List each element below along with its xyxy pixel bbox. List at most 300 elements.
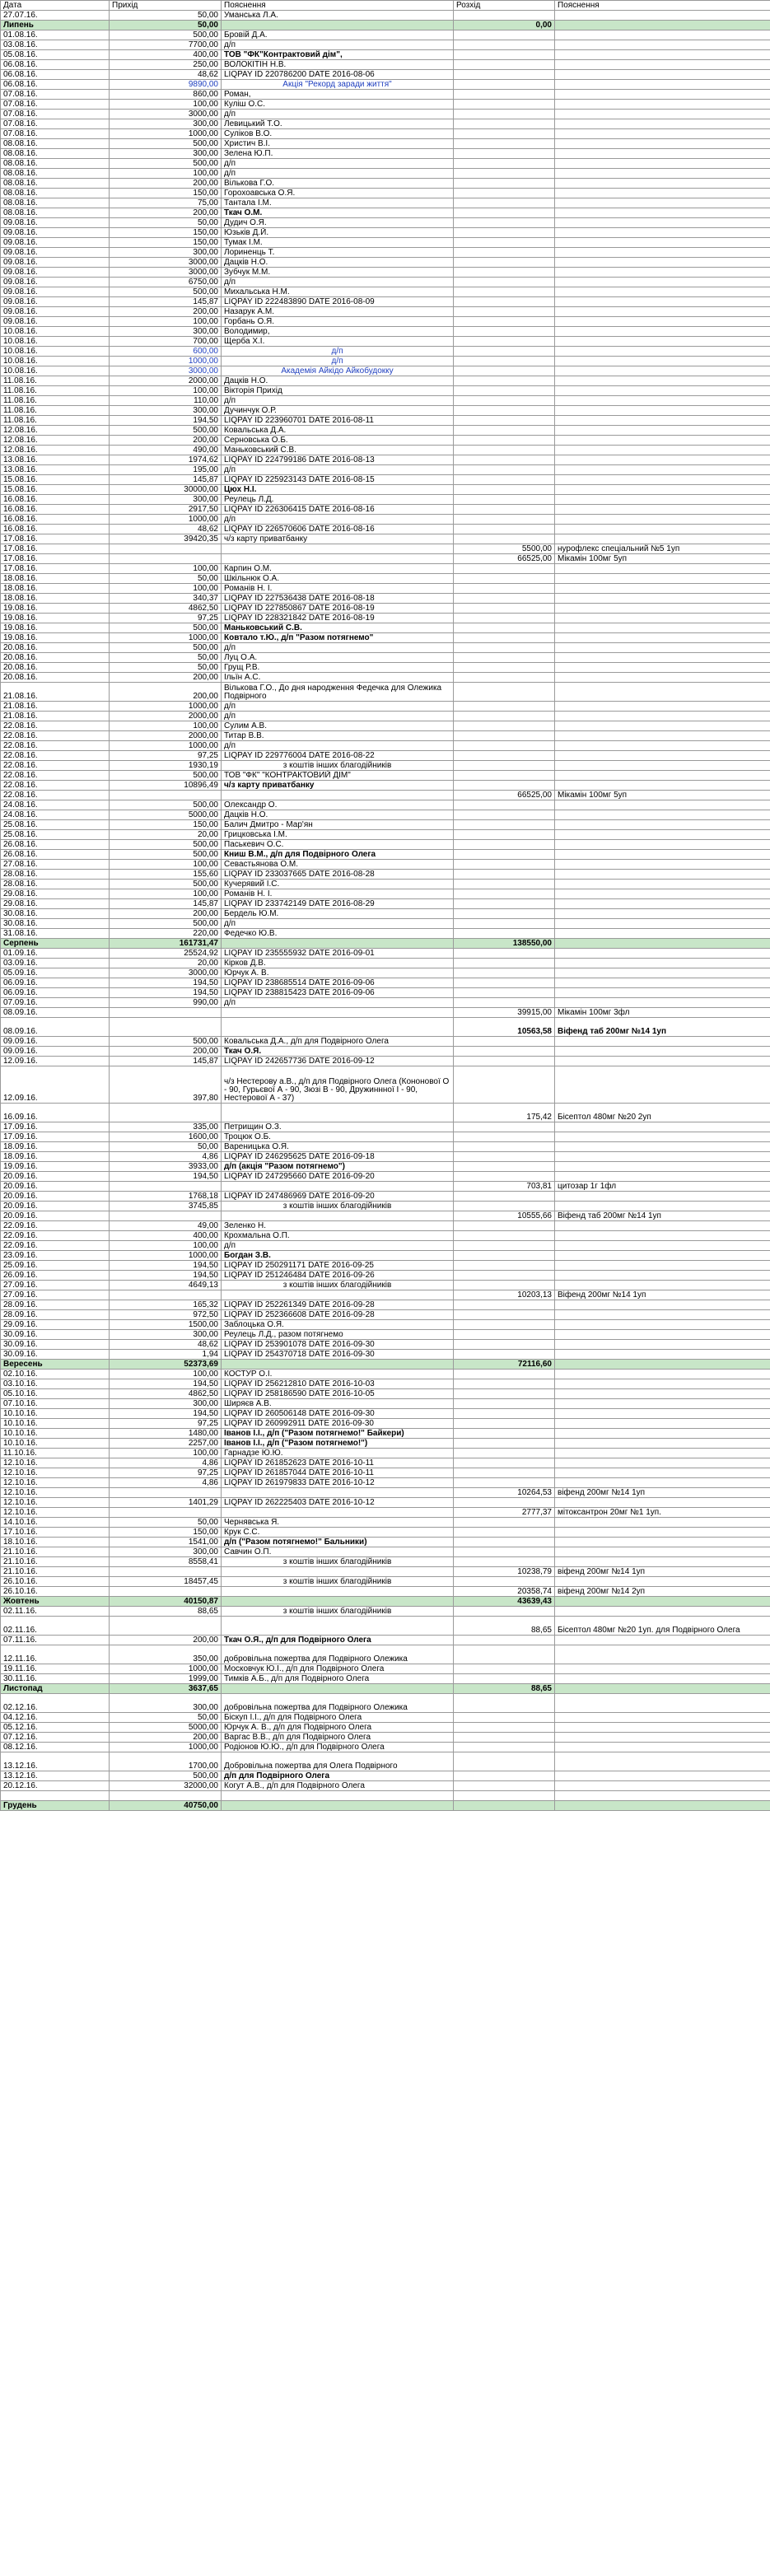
table-row [1,1281,770,1290]
table-row [1,258,770,268]
date-cell: 10.08.16. [1,357,110,366]
explanation-cell: Паськевич О.С. [222,840,454,850]
expense-explanation-cell [555,218,770,228]
expense-explanation-cell [555,1723,770,1733]
date-cell: 20.09.16. [1,1172,110,1182]
expense-explanation-cell [555,1607,770,1617]
income-cell: 2257,00 [110,1439,222,1449]
explanation-cell: Балич Дмитро - Мар'ян [222,820,454,830]
expense-cell [454,870,555,880]
expense-cell [454,1047,555,1057]
expense-explanation-cell [555,1577,770,1587]
expense-explanation-cell: цитозар 1г 1фл [555,1182,770,1192]
income-cell: 20,00 [110,830,222,840]
table-row [1,683,770,702]
income-cell: 397,80 [110,1066,222,1104]
income-cell: 100,00 [110,386,222,396]
date-cell: 12.10.16. [1,1508,110,1518]
income-cell: 500,00 [110,623,222,633]
income-cell: 88,65 [110,1607,222,1617]
date-cell: 11.08.16. [1,376,110,386]
income-cell: 97,25 [110,1419,222,1429]
expense-explanation-cell: Бісептол 480мг №20 1уп. для Подвірного Олега [555,1617,770,1636]
expense-explanation-cell [555,850,770,860]
expense-explanation-cell [555,702,770,712]
income-cell: 300,00 [110,1399,222,1409]
income-cell: 700,00 [110,337,222,347]
date-cell: 05.10.16. [1,1389,110,1399]
explanation-cell: Володимир, [222,327,454,337]
date-cell: 13.08.16. [1,455,110,465]
expense-cell [454,1449,555,1458]
explanation-cell: LIQPAY ID 251246484 DATE 2016-09-26 [222,1271,454,1281]
expense-cell [454,663,555,673]
table-row [1,1340,770,1350]
expense-explanation-cell [555,80,770,90]
header-date: Дата [1,1,110,11]
income-cell: 3637,65 [110,1684,222,1694]
table-row [1,1389,770,1399]
expense-cell [454,50,555,60]
expense-cell: 10203,13 [454,1290,555,1300]
expense-cell [454,1037,555,1047]
expense-explanation-cell [555,1241,770,1251]
expense-cell [454,968,555,978]
income-cell: 3000,00 [110,258,222,268]
explanation-cell: Бровій Д.А. [222,30,454,40]
date-cell: 10.10.16. [1,1409,110,1419]
table-row [1,198,770,208]
date-cell: 17.10.16. [1,1528,110,1538]
income-cell: 32000,00 [110,1781,222,1791]
explanation-cell: Титар В.В. [222,731,454,741]
date-cell: 02.10.16. [1,1370,110,1379]
explanation-cell: ч/з карту приватбанку [222,534,454,544]
income-cell: 490,00 [110,446,222,455]
expense-explanation-cell [555,721,770,731]
income-cell: 150,00 [110,189,222,198]
explanation-cell: Ткач О.М. [222,208,454,218]
income-cell: 155,60 [110,870,222,880]
expense-cell [454,159,555,169]
income-cell: 1999,00 [110,1674,222,1684]
expense-cell [454,1172,555,1182]
explanation-cell: Книш В.М., д/п для Подвірного Олега [222,850,454,860]
explanation-cell: LIQPAY ID 220786200 DATE 2016-08-06 [222,70,454,80]
explanation-cell: з коштів інших благодійників [222,761,454,771]
table-row [1,208,770,218]
explanation-cell: Юзьків Д.Й. [222,228,454,238]
expense-explanation-cell [555,889,770,899]
expense-explanation-cell [555,899,770,909]
table-row [1,663,770,673]
date-cell: 02.11.16. [1,1617,110,1636]
date-cell: 25.08.16. [1,820,110,830]
expense-explanation-cell [555,297,770,307]
date-cell: 18.09.16. [1,1152,110,1162]
explanation-cell: Ковтало т.Ю., д/п "Разом потягнемо" [222,633,454,643]
table-row [1,1587,770,1597]
income-cell: 1000,00 [110,1251,222,1261]
expense-cell [454,850,555,860]
income-cell: 194,50 [110,1409,222,1419]
income-cell [110,1617,222,1636]
income-cell: 3000,00 [110,968,222,978]
explanation-cell: Варгас В.В., д/п для Подвірного Олега [222,1733,454,1743]
table-row [1,485,770,495]
expense-cell [454,1281,555,1290]
expense-cell [454,1752,555,1771]
date-cell: 10.10.16. [1,1429,110,1439]
date-cell: 08.08.16. [1,189,110,198]
expense-explanation-cell [555,1645,770,1664]
expense-explanation-cell [555,584,770,594]
table-row [1,1577,770,1587]
explanation-cell: Ткач О.Я., д/п для Подвірного Олега [222,1636,454,1645]
income-cell: 194,50 [110,416,222,426]
expense-cell [454,1664,555,1674]
expense-cell [454,820,555,830]
table-row [1,1713,770,1723]
table-row [1,741,770,751]
table-row [1,1018,770,1037]
expense-cell: 72116,60 [454,1360,555,1370]
expense-cell [454,1271,555,1281]
date-cell: 20.09.16. [1,1182,110,1192]
table-row [1,278,770,287]
date-cell: 26.08.16. [1,850,110,860]
date-cell: 28.09.16. [1,1310,110,1320]
table-row [1,159,770,169]
expense-explanation-cell [555,1360,770,1370]
table-row [1,860,770,870]
explanation-cell: Михальська Н.М. [222,287,454,297]
date-cell: 30.09.16. [1,1340,110,1350]
explanation-cell: Ковальська Д.А. [222,426,454,436]
date-cell: 27.09.16. [1,1281,110,1290]
table-row [1,218,770,228]
income-cell: 1000,00 [110,702,222,712]
income-cell [110,1182,222,1192]
income-cell: 2000,00 [110,376,222,386]
explanation-cell: Бердель Ю.М. [222,909,454,919]
expense-cell [454,1152,555,1162]
expense-cell [454,218,555,228]
explanation-cell: Родіонов Ю.Ю., д/п для Подвірного Олега [222,1743,454,1752]
table-row [1,594,770,604]
expense-cell [454,949,555,959]
expense-cell [454,189,555,198]
date-cell: 08.08.16. [1,139,110,149]
expense-explanation-cell [555,1162,770,1172]
explanation-cell: Левицький Т.О. [222,119,454,129]
expense-cell [454,1251,555,1261]
table-row [1,1723,770,1733]
table-row [1,1142,770,1152]
expense-cell [454,515,555,525]
expense-cell [454,317,555,327]
table-row [1,1300,770,1310]
date-cell: 08.08.16. [1,169,110,179]
expense-cell [454,347,555,357]
expense-cell [454,416,555,426]
date-cell: Серпень [1,939,110,949]
table-row [1,1221,770,1231]
table-row [1,1743,770,1752]
income-cell: 145,87 [110,297,222,307]
table-row [1,614,770,623]
explanation-cell: д/п для Подвірного Олега [222,1771,454,1781]
table-row [1,179,770,189]
date-cell: 21.10.16. [1,1547,110,1557]
income-cell: 500,00 [110,919,222,929]
income-cell: 100,00 [110,1241,222,1251]
expense-explanation-cell [555,534,770,544]
date-cell: 07.12.16. [1,1733,110,1743]
expense-cell [454,1429,555,1439]
income-cell: 300,00 [110,119,222,129]
income-cell: 150,00 [110,820,222,830]
expense-explanation-cell [555,70,770,80]
expense-explanation-cell [555,1221,770,1231]
table-row [1,1132,770,1142]
expense-cell [454,919,555,929]
explanation-cell: з коштів інших благодійників [222,1202,454,1211]
expense-cell [454,248,555,258]
income-cell: 1000,00 [110,129,222,139]
table-row [1,1449,770,1458]
date-cell: 23.09.16. [1,1251,110,1261]
expense-cell [454,712,555,721]
expense-explanation-cell [555,653,770,663]
expense-cell [454,1498,555,1508]
explanation-cell: Вількова Г.О. [222,179,454,189]
expense-explanation-cell [555,1684,770,1694]
expense-explanation-cell [555,614,770,623]
expense-explanation-cell [555,1152,770,1162]
date-cell: Листопад [1,1684,110,1694]
expense-explanation-cell [555,268,770,278]
expense-explanation-cell: Віфенд таб 200мг №14 1уп [555,1211,770,1221]
income-cell: 220,00 [110,929,222,939]
income-cell: 18457,45 [110,1577,222,1587]
expense-cell [454,179,555,189]
date-cell: 05.09.16. [1,968,110,978]
table-row [1,70,770,80]
income-cell: 4,86 [110,1478,222,1488]
expense-explanation-cell [555,426,770,436]
explanation-cell [222,1018,454,1037]
expense-explanation-cell [555,623,770,633]
explanation-cell: Акція "Рекорд заради життя" [222,80,454,90]
expense-cell: 66525,00 [454,791,555,800]
table-row [1,1172,770,1182]
explanation-cell: Ільїн А.С. [222,673,454,683]
expense-cell [454,228,555,238]
date-cell: 11.08.16. [1,386,110,396]
table-row [1,721,770,731]
date-cell: 06.08.16. [1,80,110,90]
income-cell: 39420,35 [110,534,222,544]
income-cell: 200,00 [110,208,222,218]
table-row [1,455,770,465]
expense-explanation-cell [555,208,770,218]
expense-explanation-cell [555,643,770,653]
income-cell: 2000,00 [110,731,222,741]
date-cell: 21.08.16. [1,683,110,702]
expense-cell: 138550,00 [454,939,555,949]
date-cell: 21.10.16. [1,1567,110,1577]
date-cell: 21.10.16. [1,1557,110,1567]
date-cell: 12.10.16. [1,1478,110,1488]
date-cell: 08.09.16. [1,1018,110,1037]
explanation-cell: LIQPAY ID 252366608 DATE 2016-09-28 [222,1310,454,1320]
date-cell: 22.08.16. [1,761,110,771]
explanation-cell: LIQPAY ID 228321842 DATE 2016-08-19 [222,614,454,623]
explanation-cell: LIQPAY ID 261852623 DATE 2016-10-11 [222,1458,454,1468]
explanation-cell: Когут А.В., д/п для Подвірного Олега [222,1781,454,1791]
date-cell: 22.08.16. [1,741,110,751]
table-row [1,287,770,297]
expense-cell [454,1538,555,1547]
table-row [1,1674,770,1684]
explanation-cell: LIQPAY ID 242657736 DATE 2016-09-12 [222,1057,454,1066]
explanation-cell: з коштів інших благодійників [222,1577,454,1587]
date-cell: 02.12.16. [1,1694,110,1713]
expense-explanation-cell [555,959,770,968]
explanation-cell: Заблоцька О.Я. [222,1320,454,1330]
explanation-cell: Зеленко Н. [222,1221,454,1231]
income-cell: 145,87 [110,475,222,485]
expense-explanation-cell [555,1694,770,1713]
date-cell: 10.10.16. [1,1439,110,1449]
explanation-cell: Суліков В.О. [222,129,454,139]
income-cell: 48,62 [110,1340,222,1350]
date-cell: 31.08.16. [1,929,110,939]
month-total-row [1,1360,770,1370]
income-cell: 165,32 [110,1300,222,1310]
income-cell: 500,00 [110,287,222,297]
month-total-row [1,1684,770,1694]
explanation-cell: Романів Н. І. [222,584,454,594]
date-cell: 16.09.16. [1,1104,110,1122]
explanation-cell [222,939,454,949]
table-row [1,90,770,100]
table-row [1,978,770,988]
table-row [1,1557,770,1567]
date-cell: 03.08.16. [1,40,110,50]
date-cell: 24.08.16. [1,810,110,820]
income-cell: 50,00 [110,11,222,21]
date-cell: 12.10.16. [1,1498,110,1508]
table-row [1,1547,770,1557]
income-cell: 400,00 [110,50,222,60]
table-row [1,317,770,327]
expense-cell [454,1142,555,1152]
table-row [1,436,770,446]
income-cell: 30000,00 [110,485,222,495]
date-cell: 19.08.16. [1,614,110,623]
explanation-cell: Уманська Л.А. [222,11,454,21]
income-cell: 97,25 [110,1468,222,1478]
expense-explanation-cell [555,1409,770,1419]
expense-cell [454,426,555,436]
explanation-cell [222,1597,454,1607]
date-cell: 19.08.16. [1,604,110,614]
table-row [1,889,770,899]
expense-explanation-cell [555,1743,770,1752]
date-cell: 11.08.16. [1,396,110,406]
explanation-cell: Цюх Н.І. [222,485,454,495]
date-cell: 09.08.16. [1,268,110,278]
expense-explanation-cell: нурофлекс спеціальний №5 1уп [555,544,770,554]
expense-explanation-cell [555,238,770,248]
date-cell: 08.08.16. [1,159,110,169]
explanation-cell: д/п [222,998,454,1008]
date-cell: Грудень [1,1801,110,1811]
table-row [1,40,770,50]
expense-explanation-cell [555,1458,770,1468]
expense-cell: 10264,53 [454,1488,555,1498]
expense-cell: 10238,79 [454,1567,555,1577]
explanation-cell: д/п [222,515,454,525]
explanation-cell: LIQPAY ID 238815423 DATE 2016-09-06 [222,988,454,998]
date-cell: 22.08.16. [1,721,110,731]
table-row [1,1182,770,1192]
expense-explanation-cell [555,949,770,959]
expense-cell [454,1645,555,1664]
expense-cell [454,1577,555,1587]
explanation-cell: Федечко Ю.В. [222,929,454,939]
income-cell: 145,87 [110,1057,222,1066]
date-cell: 22.08.16. [1,781,110,791]
expense-cell [454,11,555,21]
explanation-cell: з коштів інших благодійників [222,1607,454,1617]
table-row [1,1508,770,1518]
income-cell: 4862,50 [110,604,222,614]
date-cell: 21.08.16. [1,702,110,712]
explanation-cell: Маньковський С.В. [222,446,454,455]
explanation-cell: LIQPAY ID 225923143 DATE 2016-08-15 [222,475,454,485]
explanation-cell: LIQPAY ID 238685514 DATE 2016-09-06 [222,978,454,988]
expense-explanation-cell [555,781,770,791]
income-cell: 194,50 [110,1379,222,1389]
income-cell: 50,00 [110,1142,222,1152]
income-cell [110,1008,222,1018]
expense-cell [454,436,555,446]
expense-cell [454,1340,555,1350]
expense-explanation-cell [555,1340,770,1350]
explanation-cell: добровільна пожертва для Подвірного Олежика [222,1645,454,1664]
table-row [1,731,770,741]
income-cell: 97,25 [110,614,222,623]
explanation-cell: Іванов І.І., д/п ("Разом потягнемо!" Байкери) [222,1429,454,1439]
income-cell: 194,50 [110,1261,222,1271]
table-row [1,307,770,317]
income-cell: 1480,00 [110,1429,222,1439]
expense-cell [454,594,555,604]
expense-explanation-cell [555,1132,770,1142]
expense-explanation-cell [555,129,770,139]
expense-cell [454,584,555,594]
expense-cell [454,1694,555,1713]
expense-cell [454,30,555,40]
table-row [1,475,770,485]
expense-cell [454,1122,555,1132]
expense-cell [454,1439,555,1449]
date-cell: 29.09.16. [1,1320,110,1330]
income-cell: 972,50 [110,1310,222,1320]
